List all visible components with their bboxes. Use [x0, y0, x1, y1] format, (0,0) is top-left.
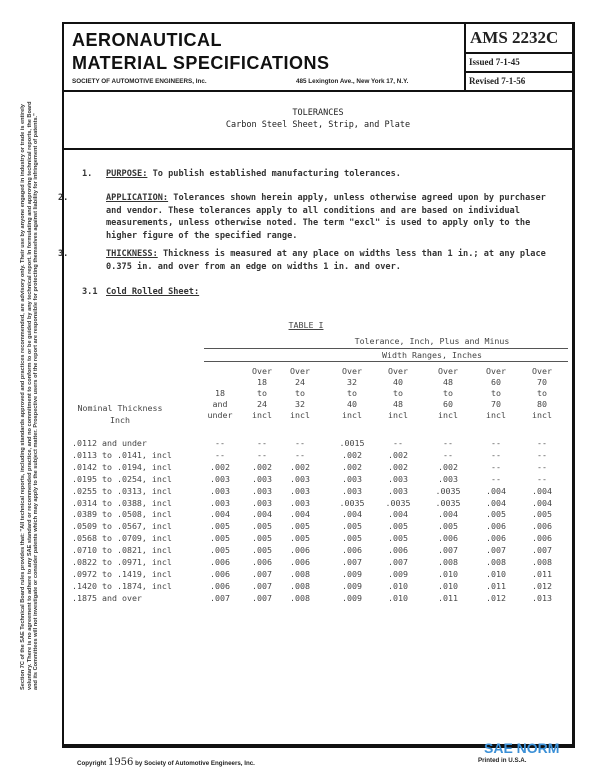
column-header: 60 [443, 399, 453, 409]
column-header: 24 [257, 399, 267, 409]
document-frame [58, 22, 575, 748]
table-cell: .005 [388, 533, 408, 544]
copyright-prefix: Copyright [77, 760, 107, 767]
column-header: to [347, 388, 357, 398]
header-rule [204, 361, 568, 362]
table-cell: .007 [210, 592, 230, 603]
table-super-header: Tolerance, Inch, Plus and Minus [354, 336, 510, 346]
table-cell: .002 [388, 461, 408, 472]
row-label: .0568 to .0709, incl [72, 533, 172, 544]
table-cell: .002 [438, 461, 458, 472]
column-header: Over [342, 366, 362, 376]
column-header: 80 [537, 399, 547, 409]
section-heading: Cold Rolled Sheet: [106, 287, 200, 297]
table-cell: .003 [252, 473, 272, 484]
table-cell: -- [443, 449, 453, 460]
section-number: 3. [58, 249, 69, 259]
table-cell: .012 [532, 580, 552, 591]
table-cell: .011 [438, 592, 458, 603]
column-header: 70 [491, 399, 501, 409]
table-cell: .006 [438, 533, 458, 544]
doc-subtitle: Carbon Steel Sheet, Strip, and Plate [225, 120, 411, 130]
table-cell: -- [537, 473, 547, 484]
table-cell: .006 [342, 545, 362, 556]
column-header: 48 [443, 377, 453, 387]
table-cell: .006 [388, 545, 408, 556]
column-header: and [212, 399, 228, 409]
table-cell: -- [537, 438, 547, 448]
table-cell: .0035 [385, 497, 411, 508]
row-label: .0195 to .0254, incl [72, 473, 172, 484]
table-cell: .0035 [435, 497, 461, 508]
header-title-line2: MATERIAL SPECIFICATIONS [72, 53, 330, 73]
table-cell: .008 [290, 568, 310, 579]
table-cell: .006 [210, 580, 230, 591]
table-cell: .006 [252, 557, 272, 567]
column-header: to [443, 388, 453, 398]
table-cell: .010 [388, 580, 408, 591]
table-cell: .004 [342, 509, 362, 520]
row-label: .0314 to .0388, incl [72, 497, 172, 508]
sae-norm-watermark-logo: SAE NORM [484, 740, 560, 756]
column-header: 60 [491, 377, 501, 387]
column-header: incl [252, 410, 272, 420]
column-header: Over [438, 366, 458, 376]
column-header: 24 [295, 377, 305, 387]
row-label: .0822 to .0971, incl [72, 557, 172, 567]
table-cell: .012 [486, 592, 506, 603]
table-cell: .006 [486, 533, 506, 544]
table-cell: -- [215, 449, 225, 460]
section-heading: THICKNESS: [106, 249, 158, 259]
table-cell: -- [257, 449, 267, 460]
row-label: .0972 to .1419, incl [72, 568, 172, 579]
table-cell: .010 [388, 592, 408, 603]
table-cell: -- [295, 438, 305, 448]
table-cell: .003 [252, 485, 272, 496]
section-number: 3.1 [82, 287, 98, 297]
table-cell: .007 [532, 545, 552, 556]
section-text: Tolerances shown herein apply, unless otherwise agreed upon by purchaser and vendor. These tolerances apply to all conditions and are based on individual measurements, unless otherwise noted. The term "excl" is used to apply only to the higher figure of the specified range. [106, 193, 546, 241]
copyright-year: 1956 [107, 757, 134, 768]
column-header: incl [342, 410, 362, 420]
row-label: .0112 and under [72, 438, 147, 448]
section-heading: PURPOSE: [106, 169, 148, 179]
table-cell: .006 [486, 521, 506, 532]
spec-number: AMS 2232C [466, 24, 574, 54]
column-header: 18 [257, 377, 267, 387]
column-header: 40 [347, 399, 357, 409]
column-header: incl [290, 410, 310, 420]
table-cell: .007 [252, 568, 272, 579]
column-header: Over [252, 366, 272, 376]
header-rule [204, 348, 568, 349]
table-cell: .008 [438, 557, 458, 567]
column-header: incl [388, 410, 408, 420]
column-header: 40 [393, 377, 403, 387]
revised-date: Revised 7-1-56 [469, 76, 526, 86]
table-cell: .005 [486, 509, 506, 520]
column-header: 32 [347, 377, 357, 387]
column-header: 32 [295, 399, 305, 409]
table-cell: -- [491, 461, 501, 472]
table-cell: -- [491, 473, 501, 484]
table-cell: -- [393, 438, 403, 448]
table-cell: .004 [532, 497, 552, 508]
column-header: to [295, 388, 305, 398]
row-header-line1: Nominal Thickness [77, 403, 163, 413]
table-cell: .009 [342, 568, 362, 579]
table-cell: .006 [532, 521, 552, 532]
table-cell: .002 [210, 461, 230, 472]
column-header: 48 [393, 399, 403, 409]
doc-title: TOLERANCES [292, 108, 344, 118]
table-cell: .004 [388, 509, 408, 520]
table-cell: .006 [532, 533, 552, 544]
table-cell: .013 [532, 592, 552, 603]
row-label: .0389 to .0508, incl [72, 509, 172, 520]
table-cell: .008 [290, 592, 310, 603]
table-cell: .005 [290, 533, 310, 544]
table-cell: -- [215, 438, 225, 448]
table-cell: .011 [532, 568, 552, 579]
table-cell: .007 [342, 557, 362, 567]
section-text: To publish established manufacturing tolerances. [152, 169, 401, 179]
table-cell: .002 [252, 461, 272, 472]
table-cell: .011 [486, 580, 506, 591]
table-cell: -- [537, 461, 547, 472]
column-header: to [491, 388, 501, 398]
table-cell: .003 [342, 473, 362, 484]
table-cell: .005 [210, 521, 230, 532]
table-cell: .007 [438, 545, 458, 556]
table-cell: .003 [438, 473, 458, 484]
table-cell: .005 [252, 545, 272, 556]
table-cell: .009 [342, 580, 362, 591]
column-header: 70 [537, 377, 547, 387]
table-cell: .004 [486, 497, 506, 508]
table-cell: .004 [486, 485, 506, 496]
row-label: .0113 to .0141, incl [72, 449, 172, 460]
table-cell: .007 [252, 592, 272, 603]
table-cell: .004 [438, 509, 458, 520]
table-cell: .005 [252, 521, 272, 532]
table-cell: .007 [252, 580, 272, 591]
table-cell: .003 [290, 473, 310, 484]
table-cell: .0035 [435, 485, 461, 496]
table-caption: TABLE I [288, 320, 324, 330]
table-cell: .004 [252, 509, 272, 520]
table-cell: .002 [342, 449, 362, 460]
section-heading: APPLICATION: [106, 193, 169, 203]
column-header: incl [438, 410, 458, 420]
table-cell: .007 [486, 545, 506, 556]
section-number: 2. [58, 193, 69, 203]
table-cell: .0015 [339, 438, 365, 448]
table-cell: .004 [290, 509, 310, 520]
table-cell: -- [257, 438, 267, 448]
table-cell: -- [537, 449, 547, 460]
table-cell: .0035 [339, 497, 365, 508]
table-cell: .005 [532, 509, 552, 520]
table-cell: .002 [290, 461, 310, 472]
table-cell: .002 [388, 449, 408, 460]
society-address: 485 Lexington Ave., New York 17, N.Y. [296, 78, 409, 85]
column-header: incl [532, 410, 552, 420]
table-cell: .003 [290, 485, 310, 496]
table-cell: .003 [210, 497, 230, 508]
column-header: to [393, 388, 403, 398]
table-cell: .004 [532, 485, 552, 496]
table-cell: .006 [210, 568, 230, 579]
table-cell: .003 [342, 485, 362, 496]
table-cell: -- [295, 449, 305, 460]
table-group-header: Width Ranges, Inches [382, 350, 482, 360]
table-cell: .010 [438, 568, 458, 579]
column-header: under [207, 410, 233, 420]
row-label: .1420 to .1874, incl [72, 580, 172, 591]
table-cell: .004 [210, 509, 230, 520]
section-number: 1. [82, 169, 93, 179]
tolerance-table [58, 24, 572, 746]
column-header: Over [486, 366, 506, 376]
table-cell: .003 [210, 473, 230, 484]
table-cell: .010 [486, 568, 506, 579]
table-cell: .005 [290, 521, 310, 532]
row-label: .0509 to .0567, incl [72, 521, 172, 532]
table-cell: -- [491, 449, 501, 460]
table-cell: .006 [210, 557, 230, 567]
table-cell: .005 [252, 533, 272, 544]
row-header-line2: Inch [110, 415, 130, 425]
table-cell: .003 [252, 497, 272, 508]
society-name: SOCIETY OF AUTOMOTIVE ENGINEERS, Inc. [72, 78, 207, 85]
issued-date: Issued 7-1-45 [466, 54, 574, 73]
row-label: .0142 to .0194, incl [72, 461, 172, 472]
table-cell: .008 [532, 557, 552, 567]
table-cell: .005 [210, 545, 230, 556]
table-cell: -- [443, 438, 453, 448]
table-cell: .005 [210, 533, 230, 544]
table-cell: .005 [342, 533, 362, 544]
column-header: 18 [215, 388, 225, 398]
table-cell: .010 [438, 580, 458, 591]
column-header: Over [388, 366, 408, 376]
column-header: Over [290, 366, 310, 376]
table-cell: .003 [290, 497, 310, 508]
table-cell: .008 [290, 580, 310, 591]
header-title-line1: AERONAUTICAL [72, 30, 222, 50]
copyright-suffix: by Society of Automotive Engineers, Inc. [135, 760, 255, 767]
table-cell: .009 [342, 592, 362, 603]
table-cell: .003 [210, 485, 230, 496]
table-cell: .002 [342, 461, 362, 472]
column-header: Over [532, 366, 552, 376]
row-label: .0710 to .0821, incl [72, 545, 172, 556]
table-cell: .005 [388, 521, 408, 532]
table-cell: -- [491, 438, 501, 448]
row-label: .0255 to .0313, incl [72, 485, 172, 496]
table-cell: .007 [388, 557, 408, 567]
column-header: to [257, 388, 267, 398]
table-cell: .006 [290, 545, 310, 556]
table-cell: .005 [438, 521, 458, 532]
table-cell: .003 [388, 485, 408, 496]
section-text: Thickness is measured at any place on widths less than 1 in.; at any place 0.375 in. and over from an edge on widths 1 in. and over. [106, 249, 546, 272]
table-cell: .003 [388, 473, 408, 484]
table-cell: .006 [290, 557, 310, 567]
table-cell: .009 [388, 568, 408, 579]
printed-in: Printed in U.S.A. [478, 757, 527, 764]
table-cell: .005 [342, 521, 362, 532]
copyright [77, 757, 255, 768]
column-header: to [537, 388, 547, 398]
sae-disclaimer: Section 7C of the SAE Technical Board rules provides that: "All technical reports, including standards approved and practices recommended, are advisory only. Their use by anyone engaged in industry or trade is entirely voluntary. There is no agreement to adhere to any SAE standard or recommended practice, and no commitment to conform to or be guided by any technical report. In formulating and approving technical reports, the Board and its Committees will not investigate or consider patents which may apply to the subject matter. Prospective users of the report are responsible for protecting themselves against liability for infringement of patents." [20, 101, 40, 690]
table-cell: .008 [486, 557, 506, 567]
row-label: .1875 and over [72, 592, 142, 603]
column-header: incl [486, 410, 506, 420]
